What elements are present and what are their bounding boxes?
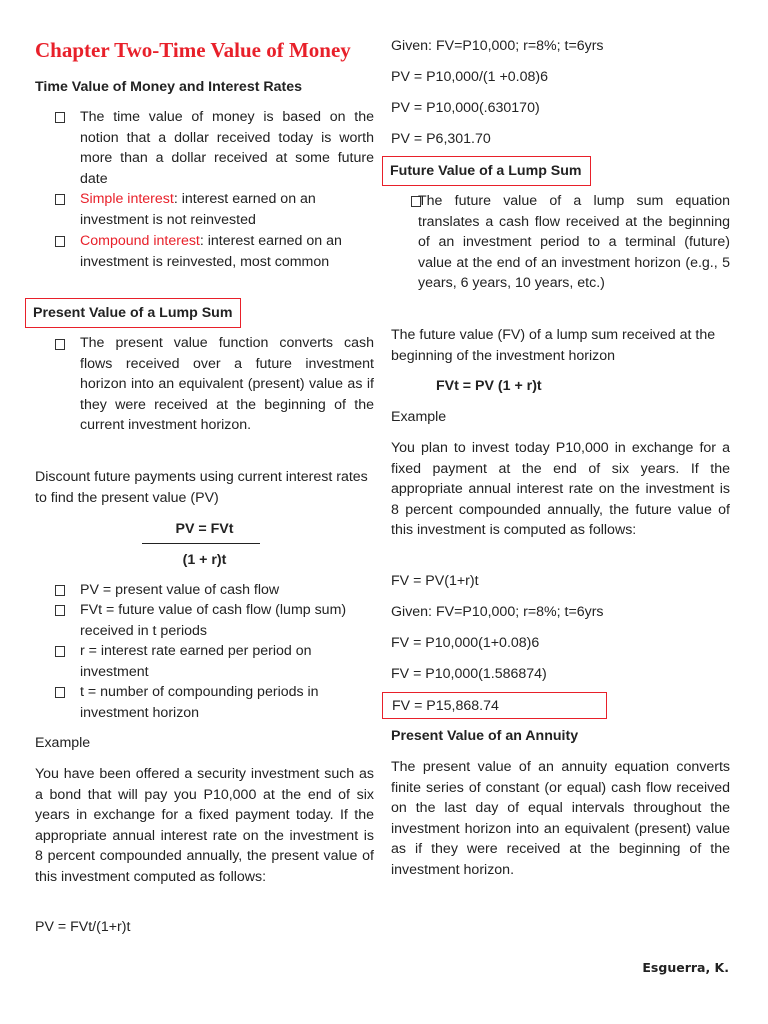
bullet-icon <box>55 687 65 698</box>
bullet-icon <box>55 339 65 350</box>
pv-result: PV = P6,301.70 <box>391 131 491 147</box>
pv-given: Given: FV=P10,000; r=8%; t=6yrs <box>391 38 604 54</box>
example-text: You plan to invest today P10,000 in exchange for a fixed payment at the end of six years. If the appropriate annual interest rate on the investment is 8 percent compounded annually, the future value of this investment is computed as follows: <box>391 440 730 538</box>
author-footer: Esguerra, K. <box>642 960 729 975</box>
bullet-icon <box>55 605 65 616</box>
formula-numerator: PV = FVt <box>175 521 234 537</box>
pv-step: PV = P10,000(.630170) <box>391 100 540 116</box>
formula-denominator: (1 + r)t <box>182 552 227 568</box>
fv-equation: FV = PV(1+r)t <box>391 573 479 589</box>
page-title: Chapter Two-Time Value of Money <box>35 38 351 62</box>
bullet-simple-interest <box>80 189 374 230</box>
pv-lump-sum-heading: Present Value of a Lump Sum <box>25 298 241 328</box>
pv-formula-line: PV = FVt/(1+r)t <box>35 919 131 935</box>
bullet-icon <box>55 646 65 657</box>
definition-simple-interest: : interest earned on an investment is not reinvested <box>80 191 316 228</box>
bullet-time-value: The time value of money is based on the notion that a dollar received today is worth more than a dollar received at some future date <box>80 109 374 187</box>
definition-compound-interest: : interest earned on an investment is reinvested, most common <box>80 233 342 270</box>
term-compound-interest: Compound interest <box>80 233 200 249</box>
definition-fvt: FVt = future value of cash flow (lump sum) received in t periods <box>80 602 347 639</box>
section-subtitle: Time Value of Money and Interest Rates <box>35 79 303 95</box>
fv-step: FV = P10,000(1+0.08)6 <box>391 635 540 651</box>
fv-text: The future value (FV) of a lump sum received at the beginning of the investment horizon <box>391 327 716 364</box>
bullet-icon <box>55 112 65 123</box>
example-label: Example <box>35 735 91 751</box>
term-simple-interest: Simple interest <box>80 191 174 207</box>
definition-pv: PV = present value of cash flow <box>80 582 280 598</box>
definition-r: r = interest rate earned per period on investment <box>80 643 312 680</box>
fv-step: FV = P10,000(1.586874) <box>391 666 547 682</box>
bullet-compound-interest <box>80 231 374 272</box>
fv-answer-box: FV = P15,868.74 <box>382 692 607 719</box>
fv-formula: FVt = PV (1 + r)t <box>436 378 542 394</box>
fv-bullet: The future value of a lump sum equation translates a cash flow received at the beginning of an investment period to a terminal (future) value at the end of an investment horizon (e.g., 5 years, 6 years, 10 years, etc.) <box>418 193 730 291</box>
definition-t: t = number of compounding periods in investment horizon <box>80 684 319 721</box>
bullet-icon <box>55 585 65 596</box>
discount-text: Discount future payments using current interest rates to find the present value (PV) <box>35 469 368 506</box>
fv-given: Given: FV=P10,000; r=8%; t=6yrs <box>391 604 604 620</box>
annuity-text: The present value of an annuity equation converts finite series of constant (or equal) cash flow received on the last day of equal intervals throughout the investment horizon into an equivalent (present) value as if they were received at the beginning of the investment horizon. <box>391 759 730 878</box>
bullet-icon <box>55 236 65 247</box>
bullet-icon <box>55 194 65 205</box>
example-label: Example <box>391 409 447 425</box>
example-text: You have been offered a security investment such as a bond that will pay you P10,000 at the end of six years in exchange for a fixed payment today. If the appropriate annual interest rate on the investment is 8 percent compounded annually, the present value of this investment computed as follows: <box>35 766 374 885</box>
fv-lump-sum-heading: Future Value of a Lump Sum <box>382 156 591 186</box>
annuity-heading: Present Value of an Annuity <box>391 728 579 744</box>
fraction-bar <box>142 543 260 544</box>
pv-step: PV = P10,000/(1 +0.08)6 <box>391 69 548 85</box>
pv-bullet: The present value function converts cash flows received over a future investment horizon into an equivalent (present) value as if they were received at the beginning of the current investment horizon. <box>80 335 374 433</box>
